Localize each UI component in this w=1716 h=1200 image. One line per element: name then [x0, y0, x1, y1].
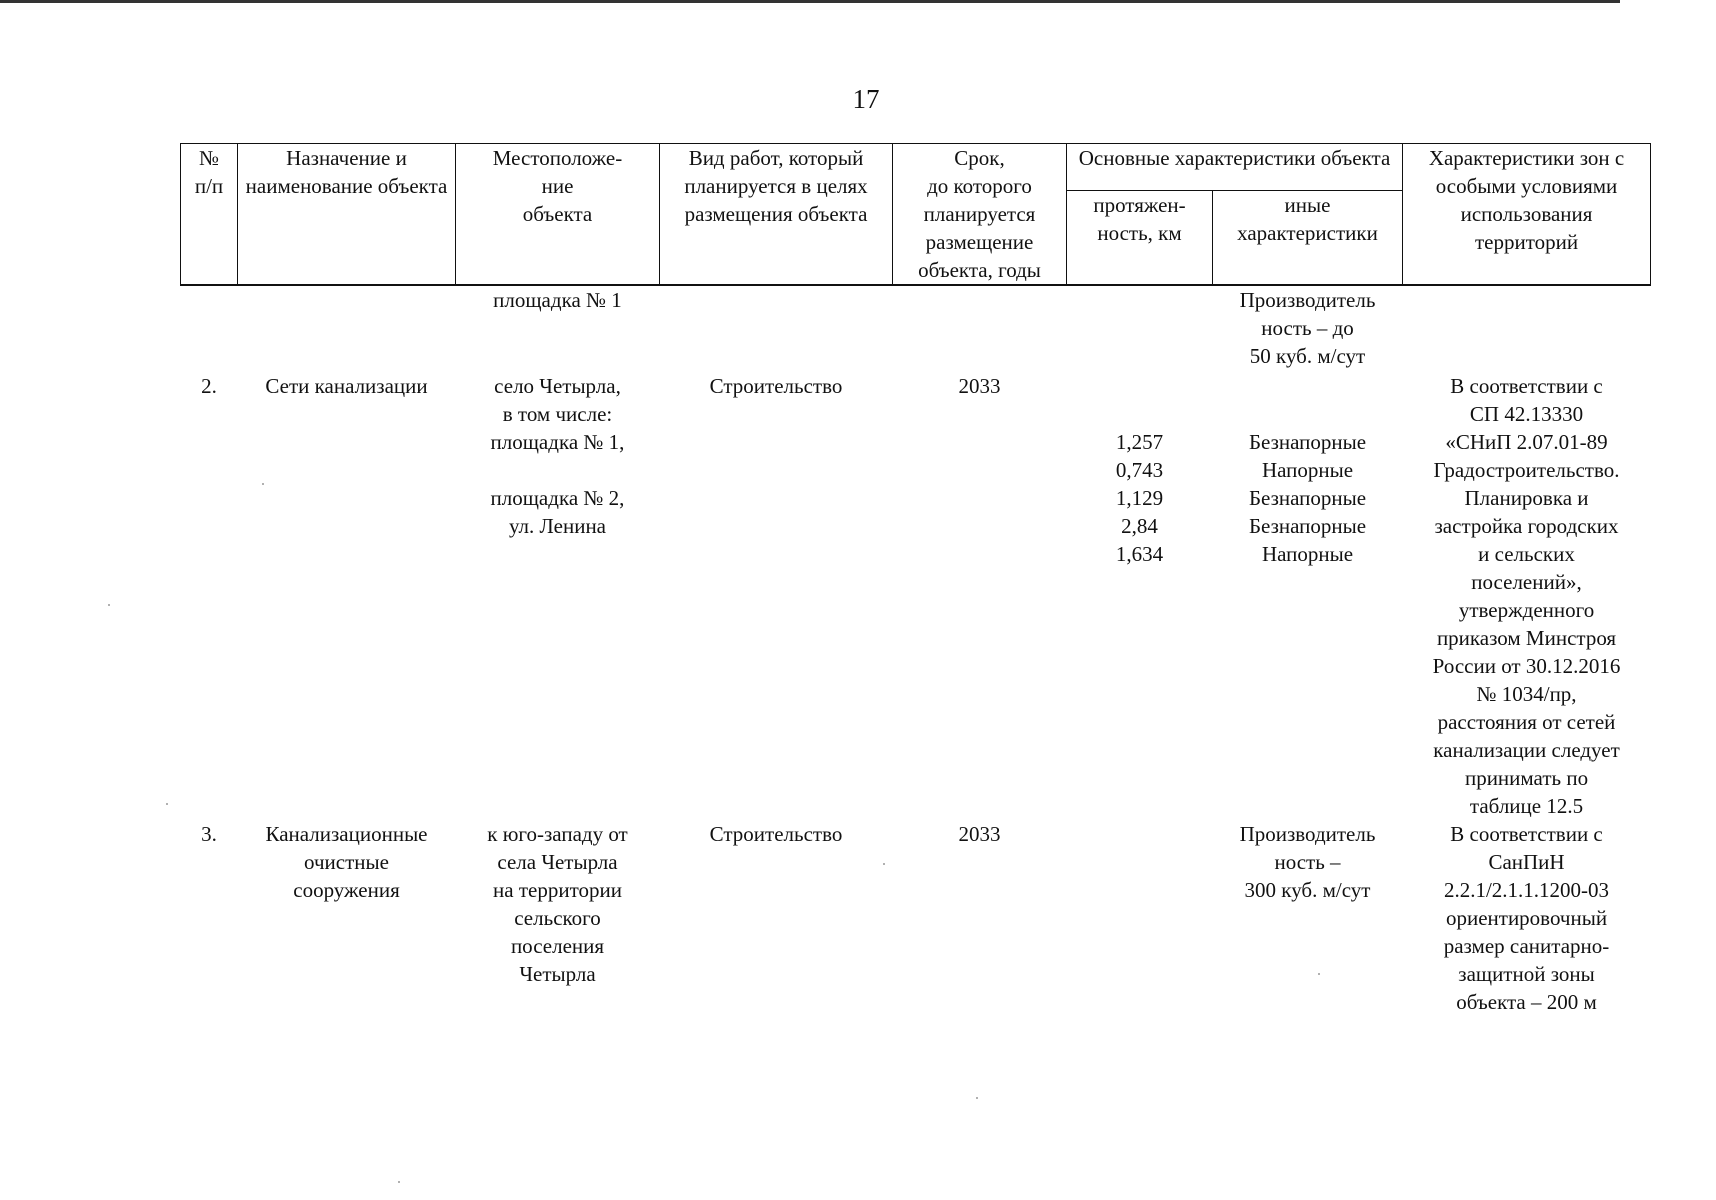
cell-name: Сети канализации: [265, 374, 428, 398]
cell-location: к юго-западу от села Четырла на территории сельского поселения Четырла: [487, 822, 628, 986]
scan-speck: [1318, 973, 1320, 975]
scan-speck: [262, 483, 264, 485]
header-length: протяжен- ность, км: [1067, 191, 1213, 285]
header-work-type: Вид работ, который планируется в целях размещения объекта: [660, 144, 893, 286]
cell-term: [893, 285, 1067, 372]
header-term: Срок, до которого планируется размещение объекта, годы: [893, 144, 1067, 286]
cell-zones: В соответствии с СанПиН 2.2.1/2.1.1.1200-03 ориентировочный размер санитарно- защитной зоны объекта – 200 м: [1443, 822, 1610, 1014]
cell-work-type: [660, 285, 893, 372]
table-header: [181, 144, 1651, 286]
cell-other: Производитель ность – до 50 куб. м/сут: [1239, 288, 1376, 368]
cell-zones: В соответствии с СП 42.13330 «СНиП 2.07.01-89 Градостроительство. Планировка и застройка городских и сельских поселений», утвержденного приказом Минстроя России от 30.12.2016 № 1034/пр, расстояния от сетей канализации следует принимать по таблице 12.5: [1432, 374, 1621, 818]
table-body: [181, 285, 1651, 1016]
table-row: [181, 820, 1651, 1016]
cell-work-type: Строительство: [709, 374, 843, 398]
cell-name: Канализационные очистные сооружения: [265, 822, 428, 902]
scan-speck: [883, 863, 885, 865]
cell-other: Производитель ность – 300 куб. м/сут: [1239, 822, 1376, 902]
cell-length: [1067, 820, 1213, 1016]
cell-term: 2033: [958, 822, 1001, 846]
cell-number: [181, 285, 238, 372]
header-number: № п/п: [181, 144, 238, 286]
cell-name: [238, 285, 456, 372]
scan-speck: [108, 604, 110, 606]
cell-location: село Четырла, в том числе: площадка № 1, площадка № 2, ул. Ленина: [490, 374, 625, 538]
cell-zones: [1403, 285, 1651, 372]
cell-location: площадка № 1: [493, 288, 622, 312]
cell-work-type: Строительство: [709, 822, 843, 846]
cell-term: 2033: [958, 374, 1001, 398]
header-zone-characteristics: Характеристики зон с особыми условиями использования территорий: [1403, 144, 1651, 286]
cell-other: Безнапорные Напорные Безнапорные Безнапорные Напорные: [1248, 430, 1367, 566]
table-row: [181, 285, 1651, 372]
header-location: Местоположе- ние объекта: [456, 144, 660, 286]
scan-speck: [976, 1097, 978, 1099]
table-row: [181, 372, 1651, 820]
scan-edge: [0, 0, 1620, 3]
page-number: 17: [852, 84, 880, 114]
planned-objects-table: [180, 143, 1651, 1016]
cell-number: 3.: [201, 822, 217, 846]
scan-speck: [166, 803, 168, 805]
cell-number: 2.: [201, 374, 217, 398]
header-other-characteristics: иные характеристики: [1213, 191, 1403, 285]
cell-length: 1,257 0,743 1,129 2,84 1,634: [1115, 430, 1164, 566]
scan-speck: [398, 1181, 400, 1183]
cell-length: [1067, 285, 1213, 372]
header-main-characteristics: Основные характеристики объекта: [1067, 144, 1403, 191]
header-name: Назначение и наименование объекта: [238, 144, 456, 286]
